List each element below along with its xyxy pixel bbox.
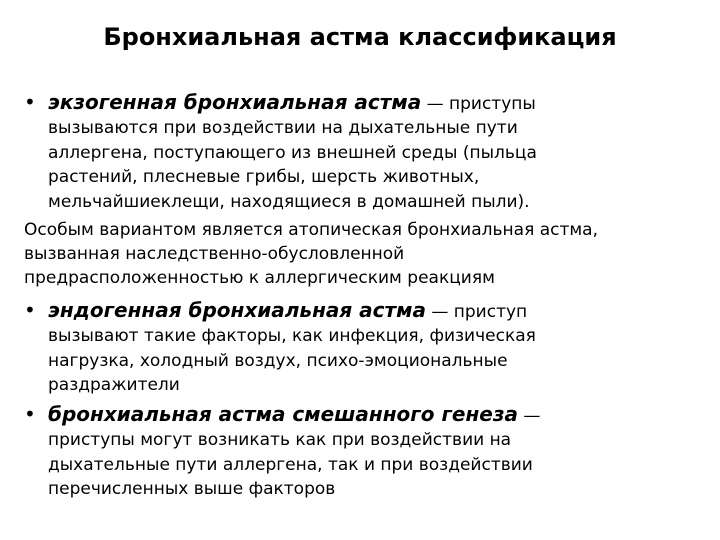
bullet-item-exogenous: [24, 88, 536, 118]
bullet-item-exogenous-text: [48, 116, 537, 214]
text-line: дыхательные пути аллергена, так и при воздействии: [48, 454, 533, 475]
bullet-icon: •: [24, 298, 36, 322]
text-line: Особым вариантом является атопическая бронхиальная астма,: [24, 220, 599, 240]
text-line: вызывают такие факторы, как инфекция, физическая: [48, 326, 536, 346]
text-line: мельчайшиеклещи, находящиеся в домашней пыли).: [48, 191, 530, 212]
term-mixed: бронхиальная астма смешанного генеза: [48, 402, 518, 426]
term-dash-text: — приступ: [425, 302, 528, 322]
bullet-item-mixed: [24, 400, 540, 430]
bullet-icon: •: [24, 90, 36, 114]
term-exogenous: экзогенная бронхиальная астма: [48, 90, 422, 114]
atopic-note: [24, 218, 598, 290]
slide-title: Бронхиальная астма классификация: [103, 23, 617, 51]
bullet-item-mixed-text: [48, 428, 533, 502]
term-dash-text: —: [517, 406, 541, 426]
term-dash-text: — приступы: [421, 94, 536, 114]
term-endogenous: эндогенная бронхиальная астма: [48, 298, 426, 322]
bullet-icon: •: [24, 402, 36, 426]
text-line: раздражители: [48, 375, 180, 395]
bullet-item-endogenous-text: [48, 324, 536, 398]
text-line: приступы могут возникать как при воздействии на: [48, 430, 512, 450]
text-line: перечисленных выше факторов: [48, 479, 336, 499]
text-line: аллергена, поступающего из внешней среды (пыльца: [48, 142, 537, 163]
text-line: вызываются при воздействии на дыхательные пути: [48, 118, 518, 138]
text-line: предрасположенностью к аллергическим реакциям: [24, 268, 495, 288]
text-line: вызванная наследственно-обусловленной: [24, 244, 405, 264]
bullet-item-endogenous: [24, 296, 527, 326]
text-line: растений, плесневые грибы, шерсть животных,: [48, 167, 480, 187]
text-line: нагрузка, холодный воздух, психо-эмоциональные: [48, 350, 508, 371]
